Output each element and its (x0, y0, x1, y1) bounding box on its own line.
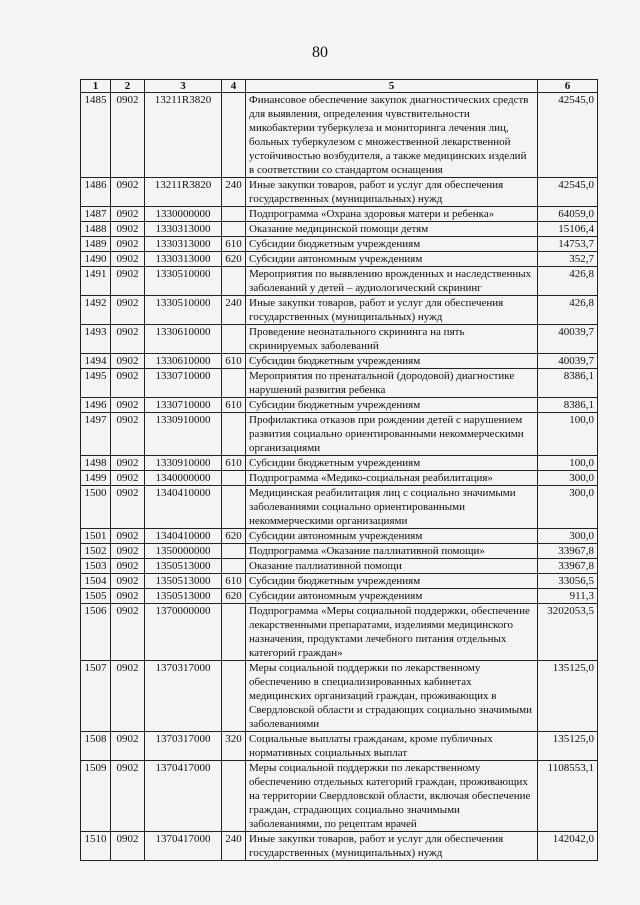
expense-type-code-cell (222, 413, 246, 456)
amount-cell: 33967,8 (538, 559, 598, 574)
target-article-code-cell: 1350000000 (145, 544, 222, 559)
description-cell: Субсидии автономным учреждениям (246, 589, 538, 604)
expense-type-code-cell: 320 (222, 732, 246, 761)
description-cell: Иные закупки товаров, работ и услуг для обеспечения государственных (муниципальных) нужд (246, 178, 538, 207)
section-code-cell: 0902 (111, 178, 145, 207)
expense-type-code-cell (222, 471, 246, 486)
row-number-cell: 1490 (81, 252, 111, 267)
table-row (81, 252, 598, 267)
description-cell: Подпрограмма «Охрана здоровья матери и ребенка» (246, 207, 538, 222)
section-code-cell: 0902 (111, 237, 145, 252)
section-code-cell: 0902 (111, 471, 145, 486)
description-cell: Иные закупки товаров, работ и услуг для обеспечения государственных (муниципальных) нужд (246, 296, 538, 325)
row-number-cell: 1492 (81, 296, 111, 325)
expense-type-code-cell: 240 (222, 296, 246, 325)
table-row (81, 832, 598, 861)
target-article-code-cell: 1340410000 (145, 486, 222, 529)
row-number-cell: 1503 (81, 559, 111, 574)
description-cell: Субсидии бюджетным учреждениям (246, 237, 538, 252)
expense-type-code-cell (222, 604, 246, 661)
description-cell: Мероприятия по пренатальной (дородовой) диагностике нарушений развития ребенка (246, 369, 538, 398)
table-row (81, 761, 598, 832)
target-article-code-cell: 13211R3820 (145, 178, 222, 207)
description-cell: Подпрограмма «Медико-социальная реабилитация» (246, 471, 538, 486)
table-row (81, 456, 598, 471)
target-article-code-cell: 1350513000 (145, 589, 222, 604)
amount-cell: 142042,0 (538, 832, 598, 861)
section-code-cell: 0902 (111, 544, 145, 559)
expense-type-code-cell (222, 222, 246, 237)
target-article-code-cell: 1330710000 (145, 398, 222, 413)
section-code-cell: 0902 (111, 604, 145, 661)
section-code-cell: 0902 (111, 296, 145, 325)
target-article-code-cell: 1350513000 (145, 574, 222, 589)
description-cell: Подпрограмма «Оказание паллиативной помощи» (246, 544, 538, 559)
row-number-cell: 1505 (81, 589, 111, 604)
section-code-cell: 0902 (111, 589, 145, 604)
target-article-code-cell: 1330510000 (145, 296, 222, 325)
section-code-cell: 0902 (111, 252, 145, 267)
target-article-code-cell: 1350513000 (145, 559, 222, 574)
description-cell: Подпрограмма «Меры социальной поддержки, обеспечение лекарственными препаратами, изделиями медицинского назначения, продуктами лечебного питания отдельных категорий граждан» (246, 604, 538, 661)
target-article-code-cell: 1330313000 (145, 237, 222, 252)
section-code-cell: 0902 (111, 93, 145, 178)
row-number-cell: 1502 (81, 544, 111, 559)
expense-type-code-cell (222, 267, 246, 296)
section-code-cell: 0902 (111, 732, 145, 761)
table-row (81, 398, 598, 413)
amount-cell: 40039,7 (538, 325, 598, 354)
section-code-cell: 0902 (111, 486, 145, 529)
section-code-cell: 0902 (111, 574, 145, 589)
table-row (81, 93, 598, 178)
expense-type-code-cell (222, 325, 246, 354)
amount-cell: 15106,4 (538, 222, 598, 237)
amount-cell: 352,7 (538, 252, 598, 267)
expense-type-code-cell: 620 (222, 252, 246, 267)
row-number-cell: 1486 (81, 178, 111, 207)
table-row (81, 325, 598, 354)
table-row (81, 471, 598, 486)
amount-cell: 40039,7 (538, 354, 598, 369)
section-code-cell: 0902 (111, 832, 145, 861)
expense-type-code-cell (222, 369, 246, 398)
amount-cell: 8386,1 (538, 398, 598, 413)
amount-cell: 426,8 (538, 296, 598, 325)
description-cell: Финансовое обеспечение закупок диагностических средств для выявления, определения чувствительности микобактерии туберкулеза и мониторинга лечения лиц, больных туберкулезом с множественной лекарственной устойчивостью возбудителя, а также медицинских изделий в соответствии со стандартом оснащения (246, 93, 538, 178)
expense-type-code-cell (222, 559, 246, 574)
expense-type-code-cell (222, 486, 246, 529)
description-cell: Профилактика отказов при рождении детей с нарушением развития социально ориентированными некоммерческими организациями (246, 413, 538, 456)
target-article-code-cell: 1330710000 (145, 369, 222, 398)
table-row (81, 486, 598, 529)
row-number-cell: 1501 (81, 529, 111, 544)
table-row (81, 732, 598, 761)
expense-type-code-cell (222, 93, 246, 178)
description-cell: Меры социальной поддержки по лекарственному обеспечению в специализированных кабинетах медицинских организаций граждан, проживающих в Свердловской области и страдающих социально значимыми заболеваниями (246, 661, 538, 732)
amount-cell: 33967,8 (538, 544, 598, 559)
amount-cell: 300,0 (538, 471, 598, 486)
expense-type-code-cell: 610 (222, 456, 246, 471)
target-article-code-cell: 1330610000 (145, 325, 222, 354)
table-row (81, 178, 598, 207)
target-article-code-cell: 13211R3820 (145, 93, 222, 178)
expense-type-code-cell (222, 661, 246, 732)
amount-cell: 8386,1 (538, 369, 598, 398)
row-number-cell: 1496 (81, 398, 111, 413)
row-number-cell: 1507 (81, 661, 111, 732)
section-code-cell: 0902 (111, 413, 145, 456)
target-article-code-cell: 1330610000 (145, 354, 222, 369)
section-code-cell: 0902 (111, 354, 145, 369)
section-code-cell: 0902 (111, 267, 145, 296)
section-code-cell: 0902 (111, 207, 145, 222)
column-header-5: 5 (246, 80, 538, 93)
description-cell: Субсидии бюджетным учреждениям (246, 398, 538, 413)
expense-type-code-cell: 610 (222, 354, 246, 369)
row-number-cell: 1497 (81, 413, 111, 456)
description-cell: Субсидии автономным учреждениям (246, 529, 538, 544)
expense-type-code-cell: 240 (222, 178, 246, 207)
description-cell: Субсидии автономным учреждениям (246, 252, 538, 267)
table-row (81, 222, 598, 237)
row-number-cell: 1506 (81, 604, 111, 661)
amount-cell: 14753,7 (538, 237, 598, 252)
row-number-cell: 1510 (81, 832, 111, 861)
table-row (81, 207, 598, 222)
amount-cell: 300,0 (538, 486, 598, 529)
amount-cell: 300,0 (538, 529, 598, 544)
target-article-code-cell: 1370000000 (145, 604, 222, 661)
column-header-3: 3 (145, 80, 222, 93)
target-article-code-cell: 1330000000 (145, 207, 222, 222)
amount-cell: 33056,5 (538, 574, 598, 589)
column-header-1: 1 (81, 80, 111, 93)
section-code-cell: 0902 (111, 325, 145, 354)
target-article-code-cell: 1330313000 (145, 222, 222, 237)
description-cell: Субсидии бюджетным учреждениям (246, 574, 538, 589)
amount-cell: 42545,0 (538, 93, 598, 178)
table-row (81, 369, 598, 398)
amount-cell: 42545,0 (538, 178, 598, 207)
amount-cell: 3202053,5 (538, 604, 598, 661)
row-number-cell: 1500 (81, 486, 111, 529)
table-row (81, 559, 598, 574)
amount-cell: 100,0 (538, 413, 598, 456)
row-number-cell: 1491 (81, 267, 111, 296)
amount-cell: 426,8 (538, 267, 598, 296)
description-cell: Социальные выплаты гражданам, кроме публичных нормативных социальных выплат (246, 732, 538, 761)
table-row (81, 296, 598, 325)
row-number-cell: 1509 (81, 761, 111, 832)
table-row (81, 267, 598, 296)
table-row (81, 237, 598, 252)
row-number-cell: 1488 (81, 222, 111, 237)
row-number-cell: 1493 (81, 325, 111, 354)
target-article-code-cell: 1340000000 (145, 471, 222, 486)
amount-cell: 911,3 (538, 589, 598, 604)
row-number-cell: 1494 (81, 354, 111, 369)
description-cell: Иные закупки товаров, работ и услуг для обеспечения государственных (муниципальных) нужд (246, 832, 538, 861)
expense-type-code-cell: 610 (222, 398, 246, 413)
amount-cell: 1108553,1 (538, 761, 598, 832)
target-article-code-cell: 1330910000 (145, 413, 222, 456)
description-cell: Проведение неонатального скрининга на пять скринируемых заболеваний (246, 325, 538, 354)
section-code-cell: 0902 (111, 661, 145, 732)
expense-type-code-cell (222, 761, 246, 832)
header-row (81, 80, 598, 93)
table-row (81, 354, 598, 369)
expense-type-code-cell (222, 544, 246, 559)
description-cell: Мероприятия по выявлению врожденных и наследственных заболеваний у детей – аудиологический скрининг (246, 267, 538, 296)
row-number-cell: 1504 (81, 574, 111, 589)
expense-type-code-cell (222, 207, 246, 222)
expense-type-code-cell: 610 (222, 237, 246, 252)
expense-type-code-cell: 620 (222, 589, 246, 604)
amount-cell: 135125,0 (538, 661, 598, 732)
table-row (81, 529, 598, 544)
target-article-code-cell: 1330510000 (145, 267, 222, 296)
row-number-cell: 1487 (81, 207, 111, 222)
target-article-code-cell: 1330910000 (145, 456, 222, 471)
row-number-cell: 1495 (81, 369, 111, 398)
amount-cell: 64059,0 (538, 207, 598, 222)
budget-table (80, 79, 598, 861)
row-number-cell: 1489 (81, 237, 111, 252)
description-cell: Оказание медицинской помощи детям (246, 222, 538, 237)
section-code-cell: 0902 (111, 529, 145, 544)
expense-type-code-cell: 240 (222, 832, 246, 861)
table-row (81, 544, 598, 559)
section-code-cell: 0902 (111, 369, 145, 398)
amount-cell: 100,0 (538, 456, 598, 471)
target-article-code-cell: 1340410000 (145, 529, 222, 544)
description-cell: Оказание паллиативной помощи (246, 559, 538, 574)
section-code-cell: 0902 (111, 398, 145, 413)
description-cell: Меры социальной поддержки по лекарственному обеспечению отдельных категорий граждан, проживающих на территории Свердловской области, включая обеспечение граждан, страдающих социально значимыми заболеваниями, по рецептам врачей (246, 761, 538, 832)
description-cell: Субсидии бюджетным учреждениям (246, 456, 538, 471)
target-article-code-cell: 1370317000 (145, 661, 222, 732)
amount-cell: 135125,0 (538, 732, 598, 761)
row-number-cell: 1498 (81, 456, 111, 471)
target-article-code-cell: 1330313000 (145, 252, 222, 267)
target-article-code-cell: 1370417000 (145, 832, 222, 861)
table-row (81, 574, 598, 589)
section-code-cell: 0902 (111, 559, 145, 574)
section-code-cell: 0902 (111, 456, 145, 471)
target-article-code-cell: 1370417000 (145, 761, 222, 832)
table-row (81, 589, 598, 604)
table-row (81, 661, 598, 732)
description-cell: Медицинская реабилитация лиц с социально значимыми заболеваниями социально ориентированными некоммерческими организациями (246, 486, 538, 529)
row-number-cell: 1485 (81, 93, 111, 178)
row-number-cell: 1508 (81, 732, 111, 761)
expense-type-code-cell: 620 (222, 529, 246, 544)
page-number: 80 (312, 44, 328, 61)
row-number-cell: 1499 (81, 471, 111, 486)
column-header-2: 2 (111, 80, 145, 93)
table-row (81, 413, 598, 456)
target-article-code-cell: 1370317000 (145, 732, 222, 761)
table-row (81, 604, 598, 661)
expense-type-code-cell: 610 (222, 574, 246, 589)
description-cell: Субсидии бюджетным учреждениям (246, 354, 538, 369)
section-code-cell: 0902 (111, 222, 145, 237)
column-header-4: 4 (222, 80, 246, 93)
section-code-cell: 0902 (111, 761, 145, 832)
column-header-6: 6 (538, 80, 598, 93)
